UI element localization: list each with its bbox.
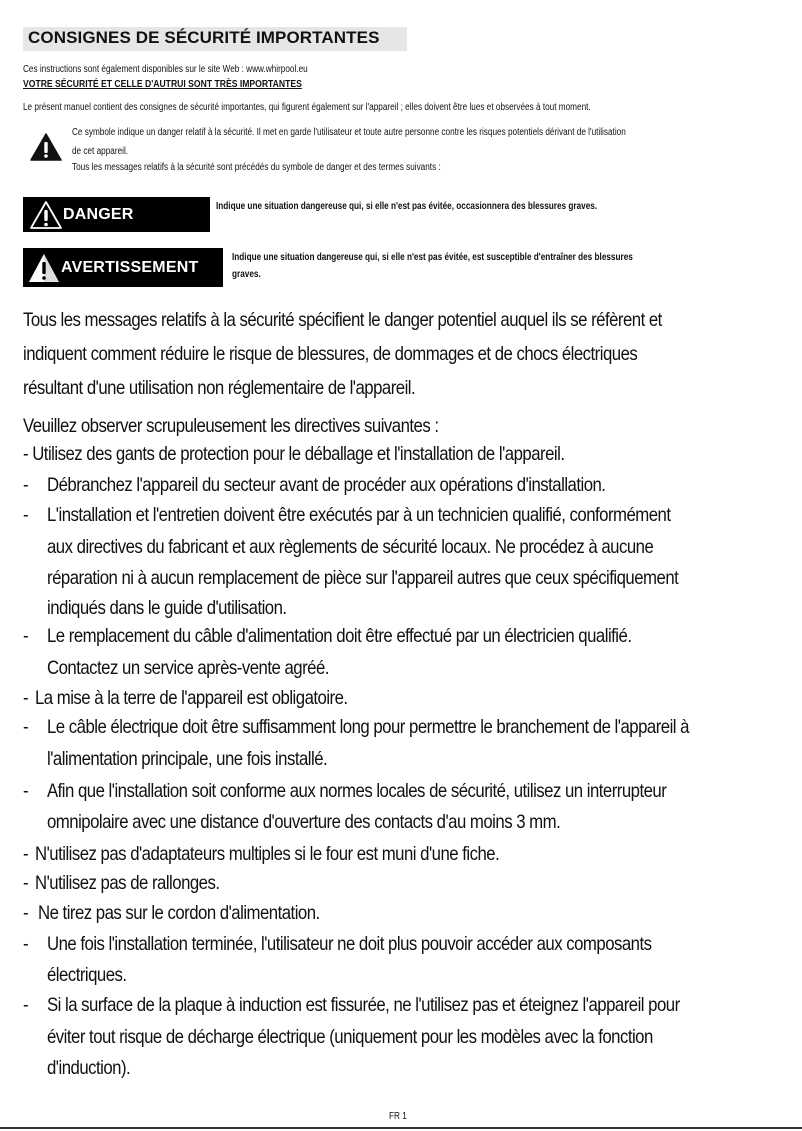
list-dash: - — [23, 872, 29, 894]
list-dash: - — [23, 843, 29, 865]
list-item-text: Afin que l'installation soit conforme aux normes locales de sécurité, utilisez un interrupteur — [46, 780, 667, 802]
safety-paragraph-line: indiquent comment réduire le risque de blessures, de dommages et de chocs électriques — [23, 343, 638, 365]
list-item-text: N'utilisez pas de rallonges. — [34, 872, 220, 894]
symbol-note-line2: de cet appareil. — [72, 146, 129, 157]
safety-paragraph-line: résultant d'une utilisation non réglementaire de l'appareil. — [23, 377, 416, 399]
list-item-text: Le remplacement du câble d'alimentation doit être effectué par un électricien qualifié. — [46, 625, 632, 647]
list-item-text: Ne tirez pas sur le cordon d'alimentation. — [37, 902, 320, 924]
list-dash: - — [23, 994, 29, 1016]
warning-badge — [23, 248, 223, 287]
list-dash: - — [23, 933, 29, 955]
list-dash: - — [23, 716, 29, 738]
list-dash: - — [23, 625, 29, 647]
warning-triangle-icon — [27, 252, 61, 284]
page-title: CONSIGNES DE SÉCURITÉ IMPORTANTES — [28, 28, 380, 47]
list-item-text: aux directives du fabricant et aux règlements de sécurité locaux. Ne procédez à aucune — [46, 536, 654, 558]
list-item: - Utilisez des gants de protection pour le déballage et l'installation de l'appareil. — [23, 443, 565, 465]
symbol-note-line3: Tous les messages relatifs à la sécurité sont précédés du symbole de danger et des termes suivants : — [72, 162, 441, 173]
list-item-text: Contactez un service après-vente agréé. — [46, 657, 329, 679]
list-dash: - — [23, 780, 29, 802]
list-item-text: Une fois l'installation terminée, l'utilisateur ne doit plus pouvoir accéder aux composants — [46, 933, 652, 955]
list-item-text: indiqués dans le guide d'utilisation. — [46, 597, 287, 619]
list-item-text: d'induction). — [46, 1057, 131, 1079]
danger-description: Indique une situation dangereuse qui, si elle n'est pas évitée, occasionnera des blessures graves. — [216, 201, 598, 212]
list-dash: - — [23, 902, 29, 924]
list-dash: - — [23, 474, 29, 496]
list-dash: - — [23, 687, 29, 709]
section-subtitle: VOTRE SÉCURITÉ ET CELLE D'AUTRUI SONT TRÈS IMPORTANTES — [23, 78, 302, 90]
safety-paragraph-line: Tous les messages relatifs à la sécurité spécifient le danger potentiel auquel ils se réfèrent et — [23, 309, 662, 331]
list-item-text: N'utilisez pas d'adaptateurs multiples si le four est muni d'une fiche. — [34, 843, 500, 865]
list-item-text: éviter tout risque de décharge électrique (uniquement pour les modèles avec la fonction — [46, 1026, 653, 1048]
web-note: Ces instructions sont également disponibles sur le site Web : www.whirpool.eu — [23, 64, 308, 75]
footer-rule — [0, 1127, 802, 1129]
observe-directives: Veuillez observer scrupuleusement les directives suivantes : — [23, 415, 439, 437]
warning-label: AVERTISSEMENT — [61, 258, 199, 276]
list-item-text: La mise à la terre de l'appareil est obligatoire. — [34, 687, 348, 709]
page-number: FR 1 — [389, 1111, 407, 1122]
list-item-text: électriques. — [46, 964, 127, 986]
list-dash: - — [23, 504, 29, 526]
list-item-text: omnipolaire avec une distance d'ouverture des contacts d'au moins 3 mm. — [46, 811, 561, 833]
danger-label: DANGER — [63, 205, 134, 223]
list-item-text: l'alimentation principale, une fois installé. — [46, 748, 328, 770]
warning-triangle-icon — [29, 200, 63, 230]
list-item-text: L'installation et l'entretien doivent être exécutés par à un technicien qualifié, conformément — [46, 504, 671, 526]
symbol-note-line1: Ce symbole indique un danger relatif à la sécurité. Il met en garde l'utilisateur et toute autre personne contre les risques potentiels dérivant de l'utilisation — [72, 127, 626, 138]
list-item-text: Si la surface de la plaque à induction est fissurée, ne l'utilisez pas et éteignez l'appareil pour — [46, 994, 680, 1016]
danger-badge — [23, 197, 210, 232]
list-item-text: réparation ni à aucun remplacement de pièce sur l'appareil autres que ceux spécifiquement — [46, 567, 679, 589]
list-item-text: Le câble électrique doit être suffisamment long pour permettre le branchement de l'appareil à — [46, 716, 689, 738]
intro-text: Le présent manuel contient des consignes de sécurité importantes, qui figurent également sur l'appareil ; elles doivent être lues et observées à tout moment. — [23, 102, 591, 113]
list-item-text: Débranchez l'appareil du secteur avant de procéder aux opérations d'installation. — [46, 474, 606, 496]
warning-description-line1: Indique une situation dangereuse qui, si elle n'est pas évitée, est susceptible d'entraîner des blessures — [232, 252, 633, 263]
warning-description-line2: graves. — [232, 269, 261, 280]
warning-triangle-icon — [30, 133, 62, 161]
